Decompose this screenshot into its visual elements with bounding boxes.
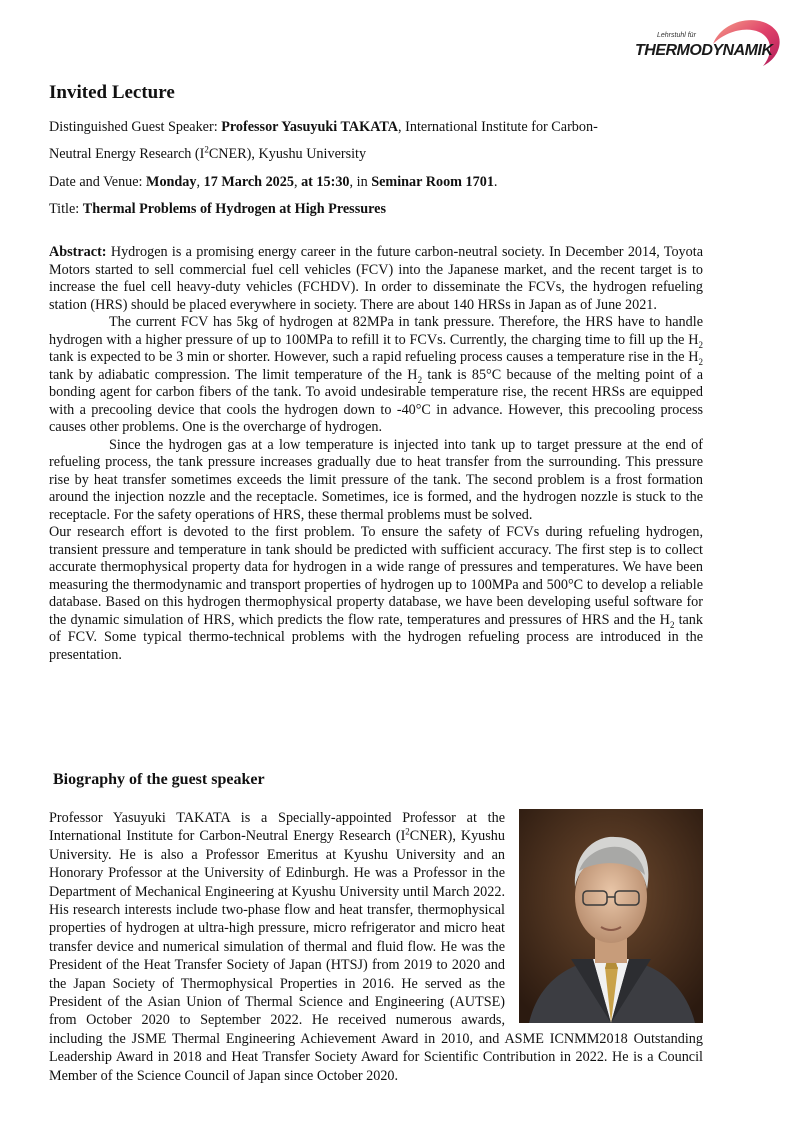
date-room: Seminar Room 1701 <box>371 174 494 190</box>
abstract-text: Hydrogen is a promising energy career in the future carbon-neutral society. In December 2014, Toyota Motors started to sell commercial fuel cell vehicles (FCV) into the Japanese market, and the recent target is to increase the fuel cell heavy-duty vehicles (FCHDV). In order to disseminate the FCVs, the hydrogen refueling station (HRS) should be placed everywhere in society. There are about 140 HRSs in Japan as of June 2021. <box>49 244 703 313</box>
speaker-affiliation-2: Neutral Energy Research (I <box>49 146 205 162</box>
date-time: at 15:30 <box>301 174 350 190</box>
superscript: 2 <box>204 144 209 155</box>
abstract-text: tank by adiabatic compression. The limit temperature of the H <box>49 366 418 383</box>
speaker-label: Distinguished Guest Speaker: <box>49 119 218 135</box>
abstract-paragraph <box>49 244 703 314</box>
talk-title: Thermal Problems of Hydrogen at High Pressures <box>82 201 386 217</box>
abstract-label: Abstract: <box>49 244 107 260</box>
speaker-affiliation-1: , International Institute for Carbon- <box>398 119 598 135</box>
logo-subtitle: Lehrstuhl für <box>657 32 696 39</box>
abstract-text: tank is 85°C because of the melting point of a bonding agent for carbon fibers of the tank. To avoid undesirable temperature rise, the recent HRSs are equipped with a precooling device that cools the hydrogen down to -40°C in advance. However, this precooling process causes other problems. One is the overcharge of hydrogen. <box>49 366 703 435</box>
portrait-image <box>519 809 703 1023</box>
subscript: 2 <box>417 374 423 385</box>
date-sep: , <box>293 174 302 190</box>
date-sep: , in <box>349 174 372 190</box>
date-venue-line <box>49 173 709 192</box>
abstract-text: tank of FCV. Some typical thermo-technical problems with the hydrogen refueling process are introduced in the presentation. <box>49 611 703 663</box>
subscript: 2 <box>669 619 675 630</box>
superscript: 2 <box>405 826 410 837</box>
abstract-text: The current FCV has 5kg of hydrogen at 82MPa in tank pressure. Therefore, the HRS have to handle hydrogen with a higher pressure of up to 100MPa to refill it to FCVs. Currently, the charging time to fill up the H <box>49 314 703 348</box>
abstract-text: tank is expected to be 3 min or shorter. However, such a rapid refueling process causes a temperature rise in the H <box>49 349 699 365</box>
speaker-line <box>49 118 709 137</box>
date-label: Date and Venue: <box>49 174 143 190</box>
logo-wordmark: THERMODYNAMIK <box>635 42 773 59</box>
talk-title-line <box>49 200 709 219</box>
abstract-paragraph <box>49 437 703 525</box>
abstract-text: Our research effort is devoted to the first problem. To ensure the safety of FCVs during refueling hydrogen, transient pressure and temperature in tank should be predicted with sufficient accuracy. The first step is to collect accurate thermophysical property data for hydrogen in a wide range of pressures and temperatures. We have been measuring the thermodynamic and transport properties of hydrogen up to 100MPa and 500°C to develop a reliable database. Based on this hydrogen thermophysical property database, we have been developing useful software for the dynamic simulation of HRS, which predicts the flow rate, temperatures and pressures of HRS and the H <box>49 524 703 628</box>
date-date: 17 March 2025 <box>203 174 294 190</box>
abstract-paragraph <box>49 524 703 664</box>
subscript: 2 <box>698 356 703 367</box>
biography <box>49 809 703 1085</box>
subscript: 2 <box>698 339 703 350</box>
abstract-paragraph <box>49 314 703 437</box>
biography-text: CNER), Kyushu University. He is also a Professor Emeritus at Kyushu University and an Honorary Professor at the University of Edinburgh. He was a Professor in the Department of Mechanical Engineering at Kyushu University until March 2022. His research interests include two-phase flow and heat transfer, thermophysical properties of hydrogen at ultra-high pressure, micro refrigerator and micro heat transfer device and numerical simulation of thermal and fluid flow. He was the President of the Heat Transfer Society of Japan (HTSJ) from 2019 to 2020 and the Japan Society of Thermophysical Properties in 2016. He served as the President of the Asian Union of Thermal Science and Engineering (AUTSE) from October 2020 to September 2022. He received numerous awards, including the JSME Thermal Engineering Achievement Award in 2010, and ASME ICNMM2018 Outstanding Leadership Award in 2018 and Heat Transfer Society Award for Scientific Contribution in 2022. He is a Council Member of the Science Council of Japan since October 2020. <box>49 828 703 1084</box>
date-sep: , <box>196 174 204 190</box>
abstract-text: Since the hydrogen gas at a low temperature is injected into tank up to target pressure at the end of refueling process, the tank pressure increases gradually due to heat transfer from the surrounding. This pressure rise by heat transfer sometimes exceeds the limit pressure of the tank. The second problem is a frost formation around the injection nozzle and the receptacle. Sometimes, ice is formed, and the hydrogen nozzle is stuck to the receptacle. For the safety operations of HRS, these thermal problems must be solved. <box>49 436 703 523</box>
speaker-affiliation-line <box>49 145 709 164</box>
speaker-name: Professor Yasuyuki TAKATA <box>221 119 399 135</box>
speaker-affiliation-3: CNER), Kyushu University <box>208 146 367 162</box>
chair-logo <box>613 10 783 80</box>
talk-title-label: Title: <box>49 201 80 217</box>
speaker-portrait-photo <box>519 809 703 1023</box>
abstract <box>49 244 703 664</box>
date-end: . <box>493 174 498 190</box>
biography-text: Professor Yasuyuki TAKATA is a Specially-appointed Professor at the International Institute for Carbon-Neutral Energy Research (I <box>49 810 505 845</box>
page-title: Invited Lecture <box>49 82 175 103</box>
biography-heading: Biography of the guest speaker <box>53 771 265 788</box>
date-day: Monday <box>146 174 197 190</box>
